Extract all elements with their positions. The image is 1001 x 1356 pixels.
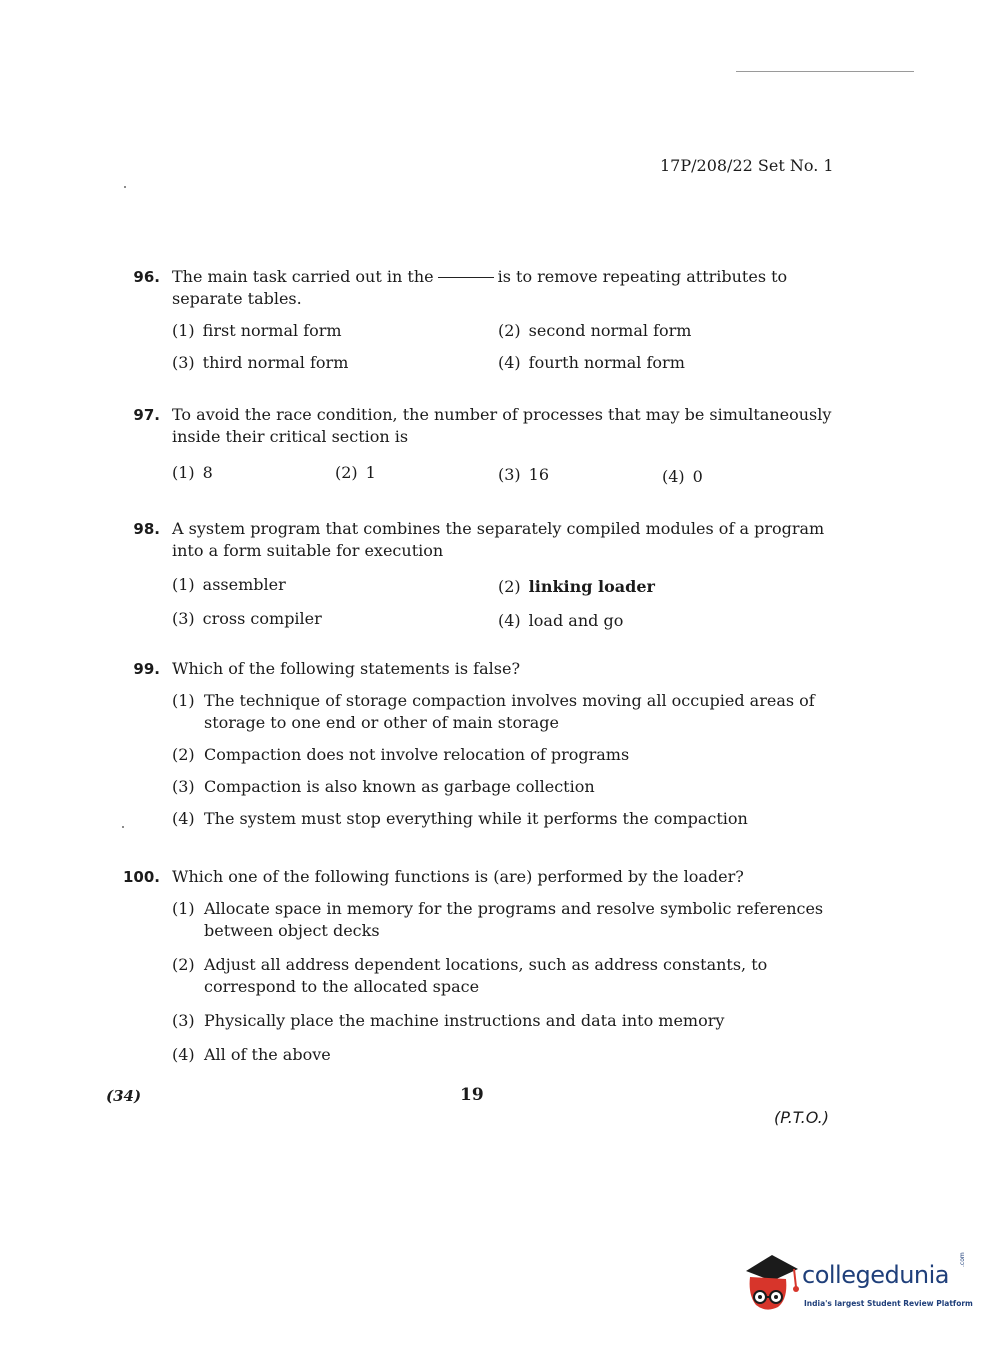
option-text: 0 — [692, 467, 703, 486]
option — [498, 610, 623, 632]
option — [498, 352, 685, 374]
option-number: (2) — [498, 321, 521, 340]
set-number: 17P/208/22 Set No. 1 — [660, 156, 834, 175]
fill-in-blank — [438, 277, 494, 278]
question-text-part: The main task carried out in the — [172, 267, 434, 286]
question-96 — [110, 266, 850, 390]
question-text — [172, 266, 850, 310]
brand-suffix: .com — [959, 1252, 966, 1267]
option — [172, 776, 850, 798]
option-number: (4) — [498, 353, 521, 372]
option-text: All of the above — [204, 1045, 331, 1064]
option-number: (1) — [172, 463, 195, 482]
option-number: (3) — [172, 353, 195, 372]
option — [172, 320, 342, 342]
option-number: (1) — [172, 321, 195, 340]
option-number: (3) — [172, 1011, 195, 1030]
option-text: 16 — [528, 465, 550, 484]
question-number: 100. — [122, 868, 160, 886]
option-number: (4) — [662, 467, 685, 486]
option-text: first normal form — [202, 321, 342, 340]
option-text: The system must stop everything while it performs the compaction — [204, 809, 748, 828]
question-98 — [110, 518, 850, 644]
question-text: Which one of the following functions is (are) performed by the loader? — [172, 867, 744, 886]
option-number: (4) — [172, 1045, 195, 1064]
question-text-part: is to remove repeating attributes to separate tables. — [172, 267, 788, 308]
question-number: 98. — [133, 520, 160, 538]
brand-name: collegedunia — [802, 1261, 950, 1289]
option — [172, 1010, 850, 1032]
option-text: assembler — [202, 575, 286, 594]
option-number: (2) — [335, 463, 358, 482]
option-text: The technique of storage compaction involves moving all occupied areas of storage to one end or other of main storage — [204, 691, 815, 732]
option-number: (3) — [172, 609, 195, 628]
option-text: load and go — [528, 611, 624, 630]
option — [172, 898, 850, 942]
option-text: Adjust all address dependent locations, such as address constants, to correspond to the allocated space — [204, 955, 768, 996]
collegedunia-logo — [742, 1247, 972, 1327]
option-number: (4) — [172, 809, 195, 828]
option-number: (1) — [172, 575, 195, 594]
option — [172, 608, 322, 630]
option-number: (3) — [498, 465, 521, 484]
option — [172, 808, 850, 830]
option-text: linking loader — [528, 577, 655, 596]
brand-tagline: India's largest Student Review Platform — [804, 1299, 973, 1308]
option — [172, 574, 286, 596]
option-text: Physically place the machine instructions and data into memory — [204, 1011, 725, 1030]
page-number: 19 — [460, 1085, 484, 1105]
option — [172, 744, 850, 766]
option — [172, 954, 850, 998]
option — [498, 576, 655, 598]
options-list — [172, 690, 850, 830]
option — [498, 320, 691, 342]
option — [335, 462, 376, 484]
option-number: (3) — [172, 777, 195, 796]
option-text: second normal form — [528, 321, 692, 340]
option — [172, 1044, 850, 1066]
option-number: (1) — [172, 691, 195, 710]
question-text: Which of the following statements is false? — [172, 659, 521, 678]
option-number: (4) — [498, 611, 521, 630]
question-100 — [110, 866, 850, 1066]
option-text: fourth normal form — [528, 353, 685, 372]
option-number: (1) — [172, 899, 195, 918]
question-text: A system program that combines the separately compiled modules of a program into a form suitable for execution — [172, 519, 825, 560]
scan-speck — [124, 186, 126, 188]
please-turn-over: (P.T.O.) — [774, 1108, 830, 1127]
option-text: Compaction does not involve relocation of programs — [204, 745, 630, 764]
booklet-code: (34) — [106, 1087, 142, 1105]
option-number: (2) — [498, 577, 521, 596]
option-number: (2) — [172, 955, 195, 974]
question-text: To avoid the race condition, the number of processes that may be simultaneously inside their critical section is — [172, 405, 832, 446]
options-grid — [172, 574, 850, 644]
option-text: 8 — [202, 463, 213, 482]
question-number: 96. — [133, 268, 160, 286]
option-text: third normal form — [202, 353, 349, 372]
option — [662, 466, 703, 488]
mascot-icon — [742, 1247, 802, 1327]
option-number: (2) — [172, 745, 195, 764]
option — [172, 462, 213, 484]
question-number: 97. — [133, 406, 160, 424]
top-rule — [736, 71, 914, 72]
option-text: Allocate space in memory for the programs and resolve symbolic references between object decks — [204, 899, 824, 940]
option-text: 1 — [365, 463, 376, 482]
options-list — [172, 898, 850, 1066]
question-99 — [110, 658, 850, 830]
question-number: 99. — [133, 660, 160, 678]
options-grid — [172, 320, 850, 390]
options-row — [172, 462, 850, 492]
option-text: cross compiler — [202, 609, 322, 628]
question-97 — [110, 404, 850, 492]
option — [172, 352, 348, 374]
option-text: Compaction is also known as garbage collection — [204, 777, 595, 796]
option — [172, 690, 850, 734]
option — [498, 464, 549, 486]
